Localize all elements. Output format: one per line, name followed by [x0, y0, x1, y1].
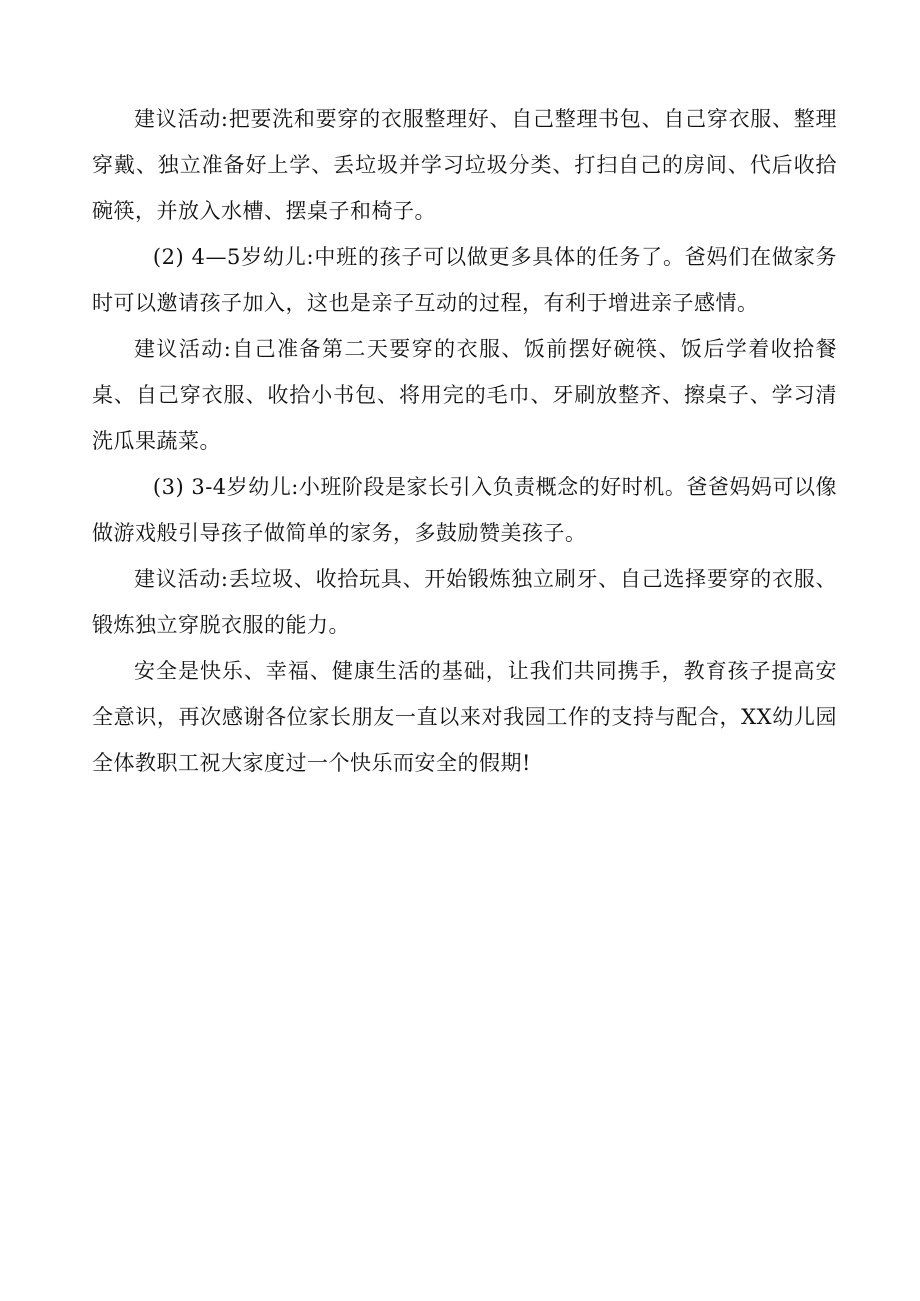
paragraph-age-3-4: (3) 3-4岁幼儿:小班阶段是家长引入负责概念的好时机。爸爸妈妈可以像做游戏般引导孩子做简单的家务，多鼓励赞美孩子。 — [92, 475, 837, 545]
paragraph-closing: 安全是快乐、幸福、健康生活的基础，让我们共同携手，教育孩子提高安全意识，再次感谢各位家长朋友一直以来对我园工作的支持与配合，XX幼儿园全体教职工祝大家度过一个快乐而安全的假期! — [92, 659, 837, 775]
paragraph-age-4-5: (2) 4—5岁幼儿:中班的孩子可以做更多具体的任务了。爸妈们在做家务时可以邀请孩子加入，这也是亲子互动的过程，有利于增进亲子感情。 — [92, 245, 837, 315]
paragraph-activities-age-4-5: 建议活动:自己准备第二天要穿的衣服、饭前摆好碗筷、饭后学着收拾餐桌、自己穿衣服、收拾小书包、将用完的毛巾、牙刷放整齐、擦桌子、学习清洗瓜果蔬菜。 — [92, 337, 837, 453]
paragraph-activities-older: 建议活动:把要洗和要穿的衣服整理好、自己整理书包、自己穿衣服、整理穿戴、独立准备好上学、丢垃圾并学习垃圾分类、打扫自己的房间、代后收拾碗筷，并放入水槽、摆桌子和椅子。 — [92, 107, 837, 223]
document-body — [92, 96, 837, 786]
paragraph-activities-age-3-4: 建议活动:丢垃圾、收拾玩具、开始锻炼独立刷牙、自己选择要穿的衣服、锻炼独立穿脱衣服的能力。 — [92, 567, 837, 637]
